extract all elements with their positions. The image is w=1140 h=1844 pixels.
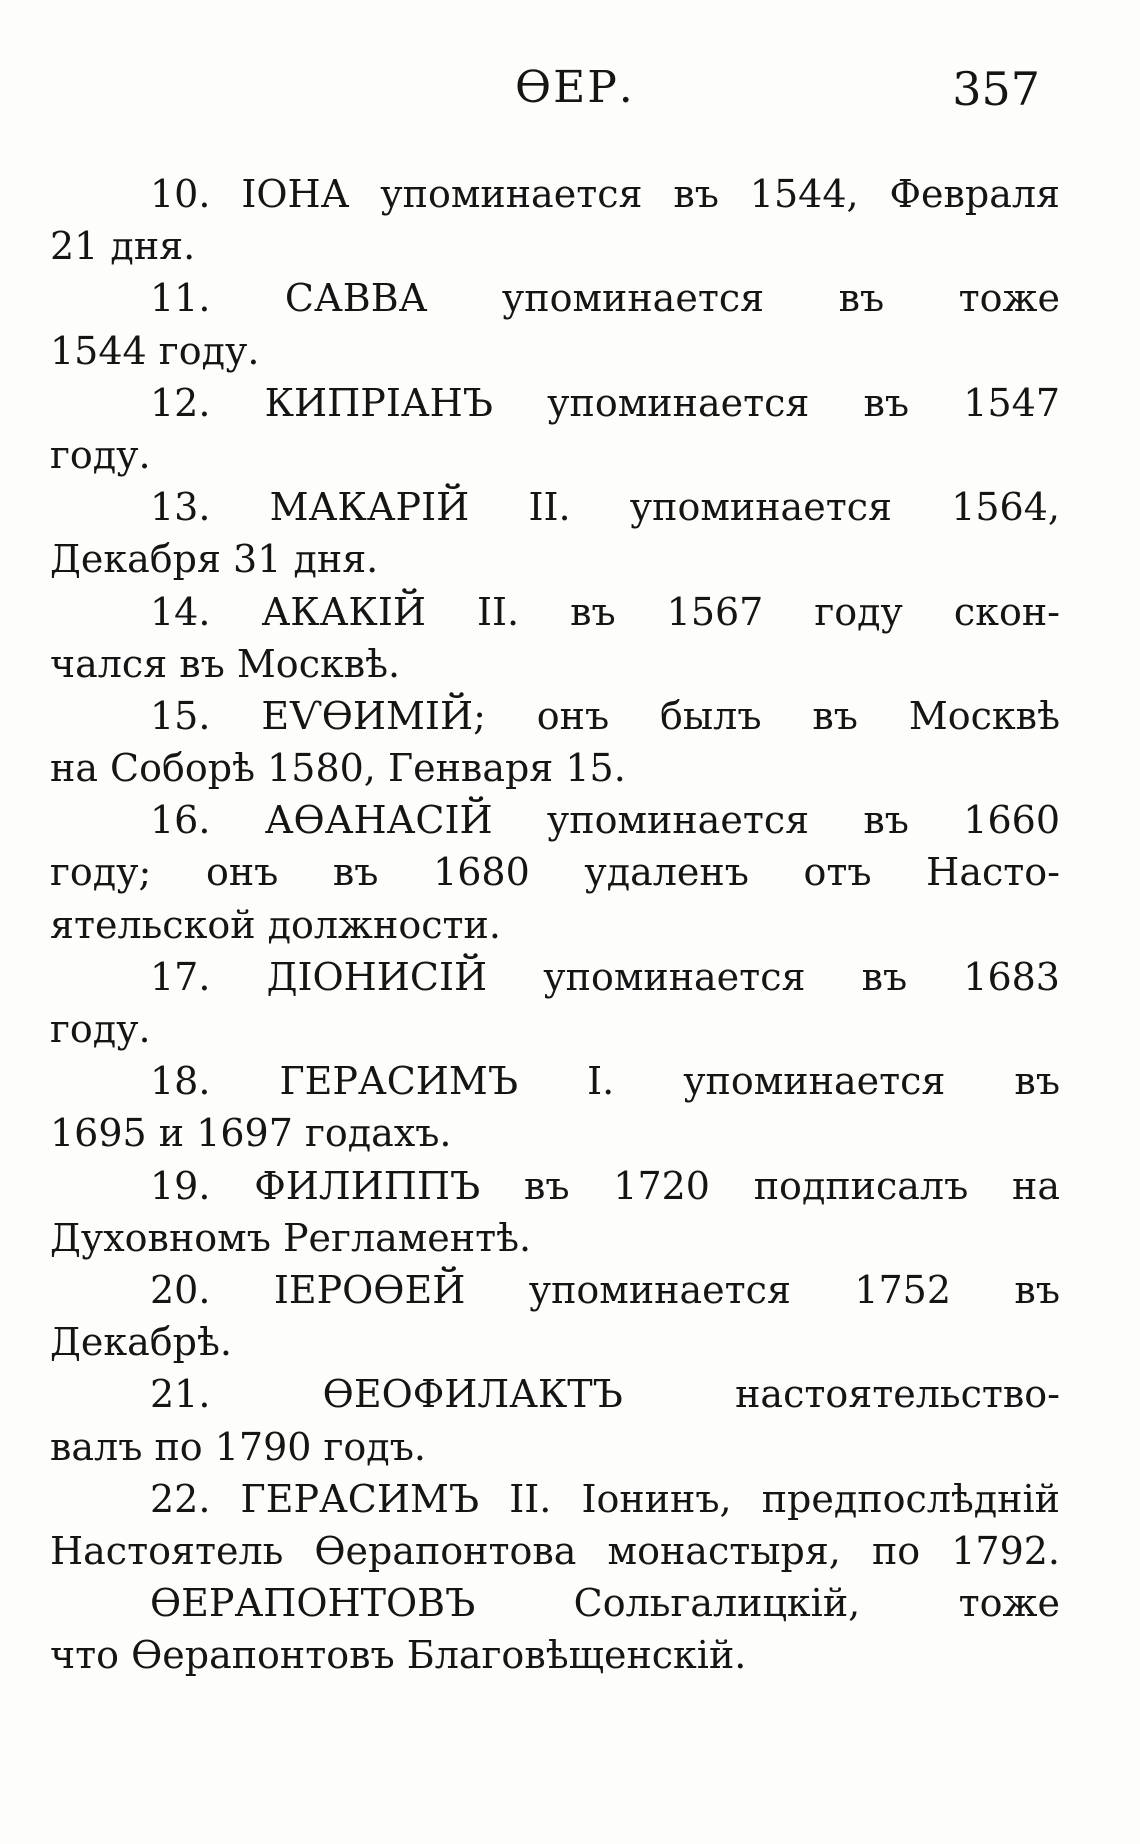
text-line: 22. ГЕРАСИМЪ II. Іонинъ, предпослѣдній — [150, 1476, 1060, 1521]
text-line: 1544 году. — [50, 328, 260, 373]
text-line: валъ по 1790 годъ. — [50, 1424, 426, 1469]
text-line: 12. КИПРІАНЪ упоминается въ 1547 — [150, 380, 1060, 425]
text-line: что Ѳерапонтовъ Благовѣщенскій. — [50, 1633, 747, 1678]
running-head-title: ѲЕР. — [515, 62, 635, 113]
text-line: 15. ЕѴѲИМІЙ; онъ былъ въ Москвѣ — [150, 693, 1060, 738]
text-line: 17. ДІОНИСІЙ упоминается въ 1683 — [150, 954, 1060, 999]
text-line: Декабрѣ. — [50, 1320, 232, 1365]
body-text — [50, 168, 1060, 1681]
text-line: 20. ІЕРОѲЕЙ упоминается 1752 въ — [150, 1267, 1060, 1312]
text-line: 14. АКАКІЙ II. въ 1567 году скон- — [150, 589, 1060, 634]
text-line: на Соборѣ 1580, Генваря 15. — [50, 746, 626, 791]
text-line: 21. ѲЕОФИЛАКТЪ настоятельство- — [150, 1372, 1060, 1417]
text-line: Декабря 31 дня. — [50, 537, 379, 582]
text-line: 1695 и 1697 годахъ. — [50, 1111, 452, 1156]
text-line: году. — [50, 1007, 151, 1051]
text-line: Духовномъ Регламентѣ. — [50, 1215, 532, 1260]
page-number: 357 — [952, 62, 1040, 116]
text-line: ятельской должности. — [50, 902, 501, 947]
text-line: Настоятель Ѳерапонтова монастыря, по 1792. — [50, 1528, 1060, 1573]
running-head — [0, 62, 1140, 122]
text-line: ѲЕРАПОНТОВЪ Сольгалицкій, тоже — [150, 1581, 1060, 1626]
text-line: 19. ФИЛИППЪ въ 1720 подписалъ на — [150, 1163, 1060, 1208]
text-line: 21 дня. — [50, 224, 196, 269]
text-line: 16. АѲАНАСІЙ упоминается въ 1660 — [150, 798, 1060, 843]
text-line: 18. ГЕРАСИМЪ I. упоминается въ — [150, 1059, 1060, 1104]
text-line: году; онъ въ 1680 удаленъ отъ Насто- — [50, 850, 1060, 895]
text-line: 13. МАКАРІЙ II. упоминается 1564, — [150, 485, 1060, 530]
text-line: 11. САВВА упоминается въ тоже — [150, 276, 1060, 321]
text-line: 10. ІОНА упоминается въ 1544, Февраля — [150, 172, 1060, 216]
text-line: году. — [50, 432, 151, 477]
text-line: чался въ Москвѣ. — [50, 641, 401, 686]
